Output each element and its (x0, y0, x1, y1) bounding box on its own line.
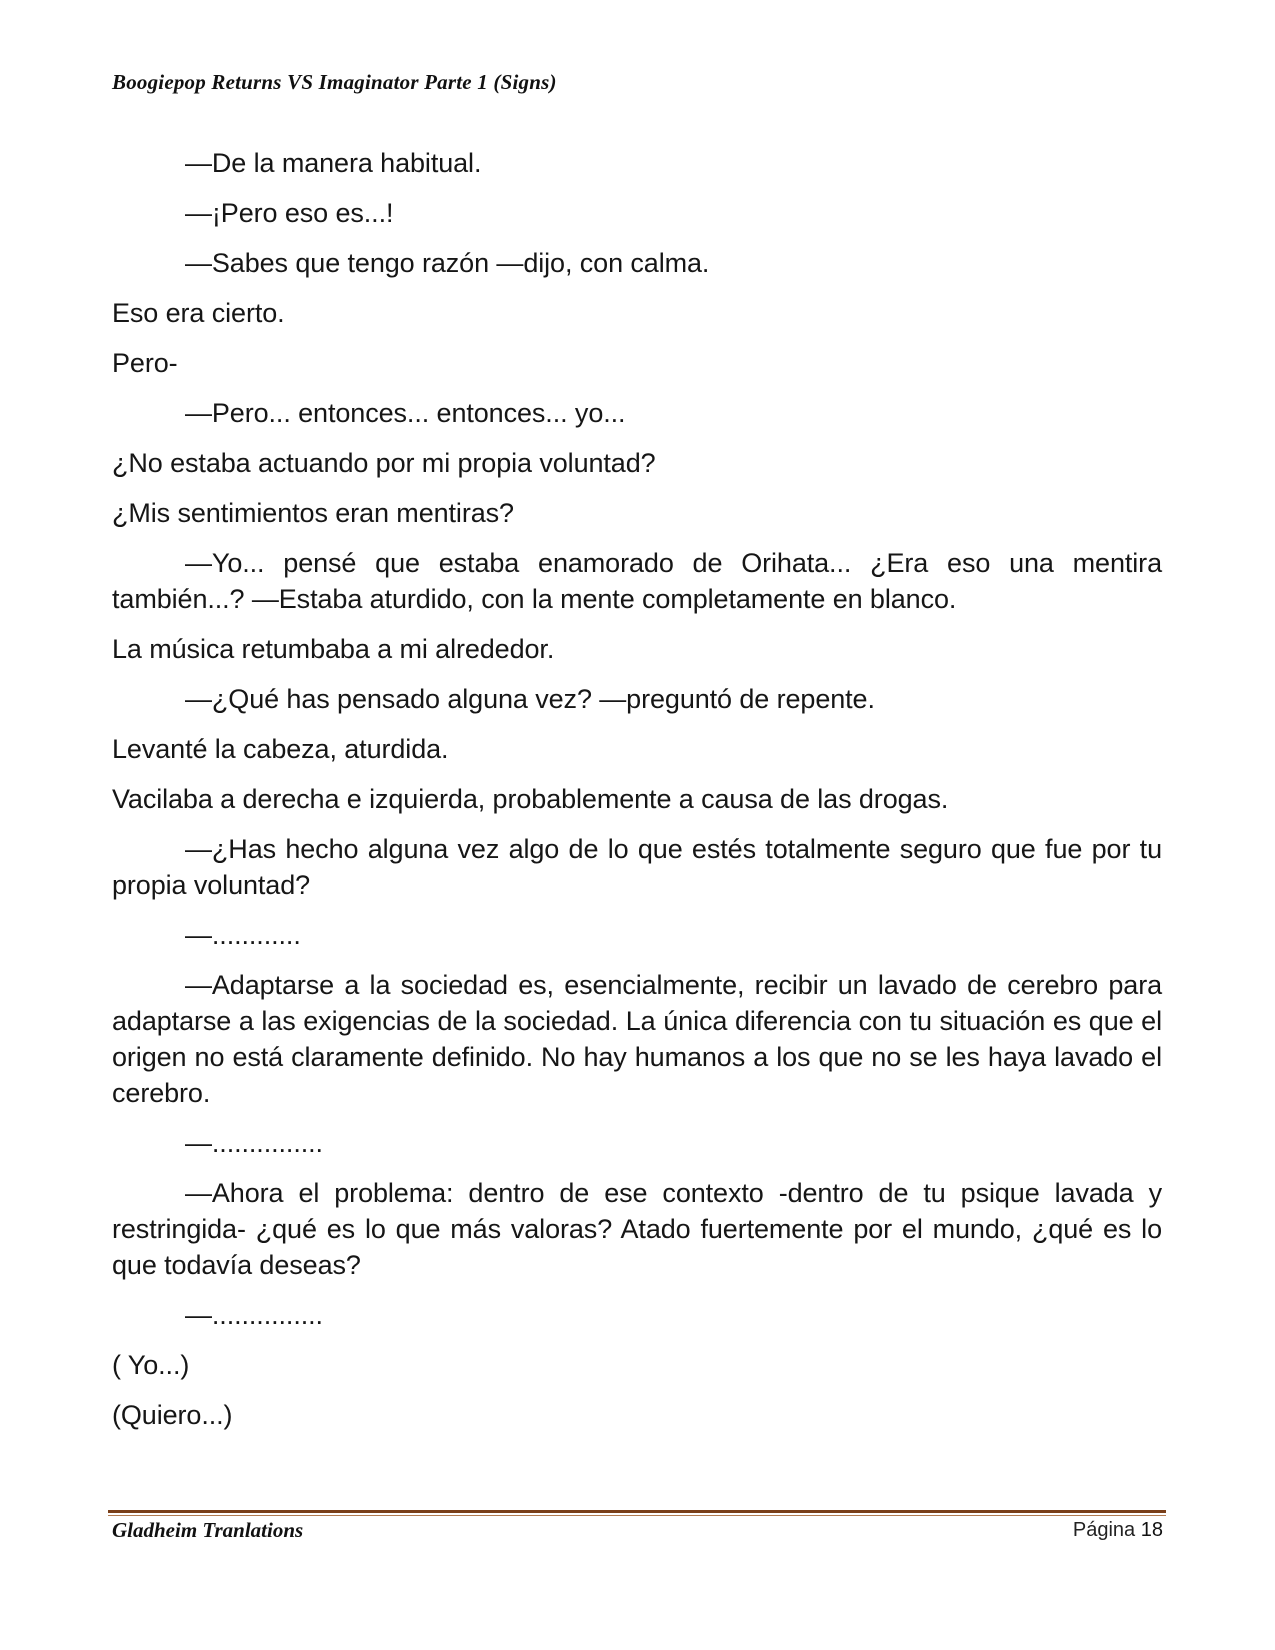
paragraph: Pero- (112, 348, 178, 378)
page-header-title: Boogiepop Returns VS Imaginator Parte 1 (Signs) (112, 70, 557, 94)
paragraph: —Sabes que tengo razón —dijo, con calma. (185, 248, 710, 278)
footer-divider-thin (108, 1515, 1166, 1516)
footer-credit: Gladheim Tranlations (112, 1518, 304, 1542)
page-number-value: 18 (1140, 1519, 1163, 1541)
paragraph: —Yo... pensé que estaba enamorado de Orihata... ¿Era eso una mentira también...? —Estaba aturdido, con la mente completamente en blanco. (112, 548, 1162, 614)
paragraph: Levanté la cabeza, aturdida. (112, 734, 449, 764)
paragraph: —Pero... entonces... entonces... yo... (185, 398, 626, 428)
paragraph: ¿Mis sentimientos eran mentiras? (112, 498, 514, 528)
paragraph: Vacilaba a derecha e izquierda, probablemente a causa de las drogas. (112, 784, 949, 814)
paragraph: —Adaptarse a la sociedad es, esencialmente, recibir un lavado de cerebro para adaptarse a las exigencias de la sociedad. La única diferencia con tu situación es que el origen no está claramente definido. No hay humanos a los que no se les haya lavado el cerebro. (112, 970, 1162, 1108)
paragraph: ( Yo...) (112, 1350, 190, 1380)
paragraph: —............... (185, 1300, 323, 1330)
paragraph: —¿Qué has pensado alguna vez? —preguntó de repente. (185, 684, 875, 714)
paragraph: —............... (185, 1128, 323, 1158)
paragraph: —De la manera habitual. (185, 148, 482, 178)
paragraph: —¿Has hecho alguna vez algo de lo que estés totalmente seguro que fue por tu propia voluntad? (112, 834, 1162, 900)
paragraph: ¿No estaba actuando por mi propia voluntad? (112, 448, 656, 478)
paragraph: Eso era cierto. (112, 298, 285, 328)
paragraph: —Ahora el problema: dentro de ese contexto -dentro de tu psique lavada y restringida- ¿qué es lo que más valoras? Atado fuertemente por el mundo, ¿qué es lo que todavía deseas? (112, 1178, 1162, 1280)
paragraph: (Quiero...) (112, 1400, 233, 1430)
paragraph: —¡Pero eso es...! (185, 198, 394, 228)
paragraph: —............ (185, 920, 301, 950)
page-number (1073, 1519, 1163, 1542)
page-body (112, 145, 1162, 1433)
footer-divider (108, 1510, 1166, 1513)
paragraph: La música retumbaba a mi alrededor. (112, 634, 555, 664)
page-number-label: Página (1072, 1519, 1136, 1541)
